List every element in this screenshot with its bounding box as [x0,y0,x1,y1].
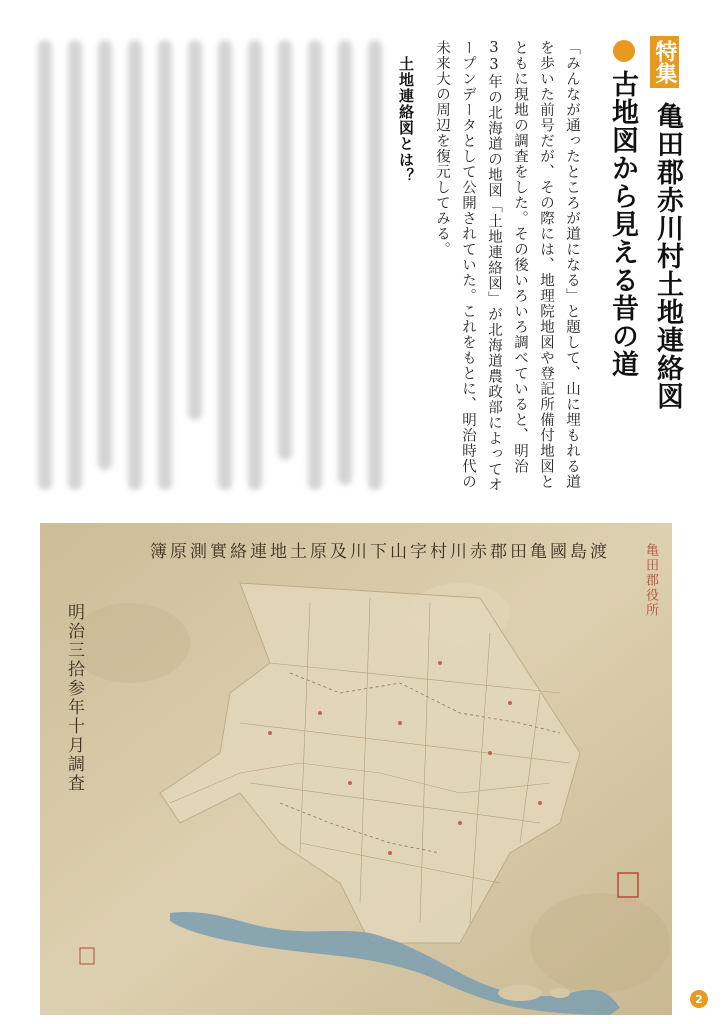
title-block [637,36,697,410]
subtitle-block [605,36,645,378]
page-number: 2 [690,990,708,1008]
feature-badge: 特集 [650,36,679,88]
blurred-text-area [30,40,388,495]
bullet-dot-icon [613,40,635,62]
body-text [429,40,585,500]
map-date-inscription: 明治三拾参年十月調査 [64,603,84,793]
section-heading: 土地連絡図とは？ [397,56,415,184]
map-header-text: 渡島國亀田郡赤川村字山下川及原土地連絡實測原簿 [150,542,610,562]
old-map-image [40,523,672,1015]
page-title: 亀田郡赤川村土地連絡図 [652,102,683,410]
body-paragraph: 「みんなが通ったところが道になる」と題して、山に埋もれる道を歩いた前号だが、その際には、地理院地図や登記所備付地図とともに現地の調査をした。その後いろいろ調べていると、明治33年の北海道の地図「土地連絡図」が北海道農政部によってオープンデータとして公開されていた。これをもとに、明治時代の未来大の周辺を復元してみる。 [434,40,580,493]
page-subtitle: 古地図から見える昔の道 [607,70,638,378]
map-red-stamp-text: 亀田郡役所 [643,543,658,618]
